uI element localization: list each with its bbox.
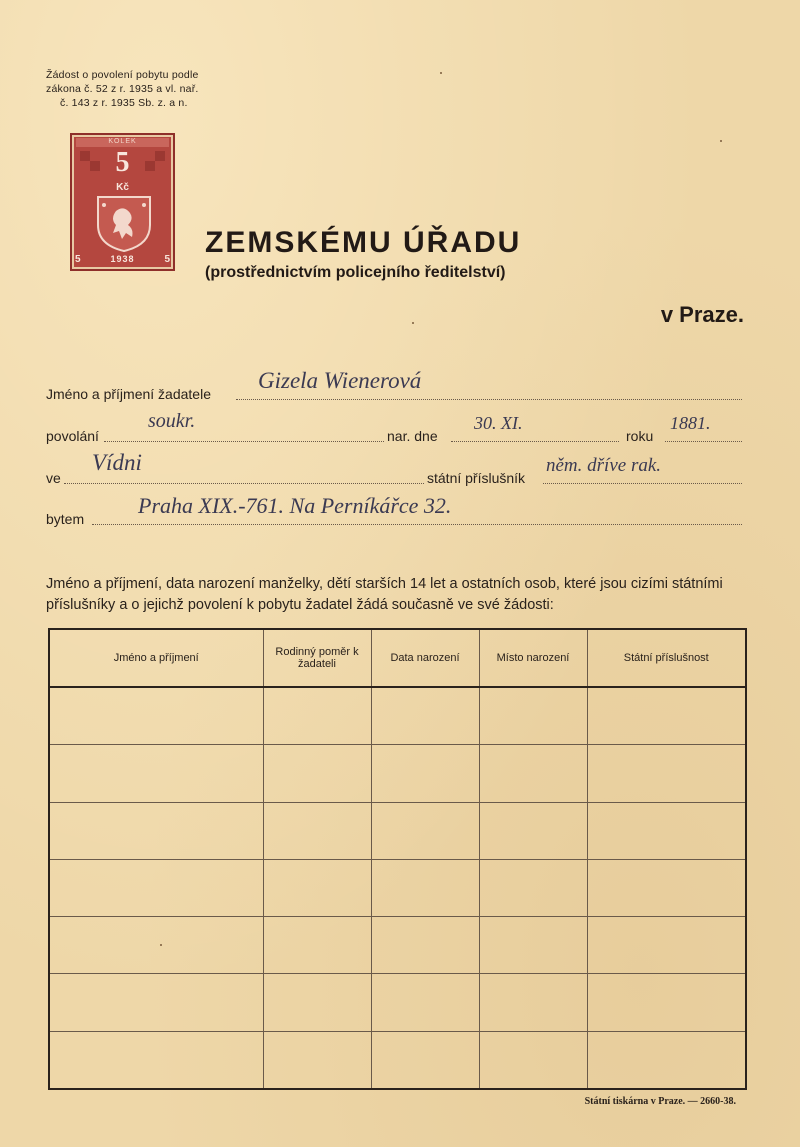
instructions-paragraph: Jméno a příjmení, data narození manželky, dětí starších 14 let a ostatních osob, které jsou cizími státními příslušníky a o jejichž povolení k pobytu žadatel žádá současně ve své žádosti: (46, 576, 723, 613)
table-cell[interactable] (587, 917, 746, 974)
table-row (49, 802, 746, 859)
residence-label: bytem (46, 511, 85, 527)
table-cell[interactable] (479, 1031, 587, 1089)
table-row (49, 974, 746, 1031)
table-cell[interactable] (371, 687, 479, 745)
table-cell[interactable] (263, 974, 371, 1031)
column-header-name: Jméno a příjmení (49, 629, 263, 687)
paper-speck (440, 72, 442, 74)
table-row (49, 745, 746, 802)
table-cell[interactable] (479, 745, 587, 802)
column-header-birth-place: Místo narození (479, 629, 587, 687)
revenue-stamp (70, 133, 175, 271)
table-cell[interactable] (479, 687, 587, 745)
stamp-top-text: KOLEK (108, 138, 137, 145)
column-header-birth-date: Data narození (371, 629, 479, 687)
name-line (236, 399, 742, 400)
table-row (49, 687, 746, 745)
paper-speck (720, 140, 722, 142)
table-cell[interactable] (49, 917, 263, 974)
stamp-corner-value: 5 (164, 253, 170, 265)
residence-value[interactable]: Praha XIX.-761. Na Perníkářce 32. (138, 493, 452, 518)
place-line (64, 483, 424, 484)
paper-speck (160, 944, 162, 946)
family-members-table (48, 628, 747, 1090)
legal-reference-line: Žádost o povolení pobytu podle (46, 69, 199, 81)
stamp-value: 5 (115, 147, 130, 178)
table-cell[interactable] (263, 802, 371, 859)
table-cell[interactable] (263, 1031, 371, 1089)
lion-shield-icon (94, 195, 154, 253)
table-cell[interactable] (49, 859, 263, 916)
table-cell[interactable] (263, 687, 371, 745)
occupation-label: povolání (46, 428, 99, 444)
place-value[interactable]: Vídni (92, 450, 142, 475)
table-cell[interactable] (263, 859, 371, 916)
column-header-relation: Rodinný poměr k žadateli (263, 629, 371, 687)
legal-reference-line: zákona č. 52 z r. 1935 a vl. nař. (46, 83, 199, 95)
citizenship-line (543, 483, 742, 484)
year-value[interactable]: 1881. (670, 413, 711, 433)
table-row (49, 859, 746, 916)
born-label: nar. dne (387, 428, 438, 444)
table-cell[interactable] (49, 974, 263, 1031)
table-cell[interactable] (371, 1031, 479, 1089)
table-cell[interactable] (479, 917, 587, 974)
citizenship-value[interactable]: něm. dříve rak. (546, 455, 662, 476)
legal-reference-line: č. 143 z r. 1935 Sb. z. a n. (60, 97, 188, 109)
printer-imprint: Státní tiskárna v Praze. — 2660-38. (584, 1096, 736, 1107)
legal-reference (46, 68, 256, 110)
table-cell[interactable] (371, 802, 479, 859)
born-line (451, 441, 619, 442)
occupation-value[interactable]: soukr. (148, 410, 196, 432)
table-cell[interactable] (49, 745, 263, 802)
table-row (49, 1031, 746, 1089)
office-city: v Praze. (660, 302, 744, 327)
table-cell[interactable] (49, 802, 263, 859)
table-cell[interactable] (479, 974, 587, 1031)
table-cell[interactable] (371, 917, 479, 974)
table-cell[interactable] (263, 745, 371, 802)
table-cell[interactable] (587, 745, 746, 802)
column-header-citizenship: Státní příslušnost (587, 629, 746, 687)
residence-line (92, 524, 742, 525)
born-value[interactable]: 30. XI. (474, 413, 523, 433)
place-label: ve (46, 470, 61, 486)
year-line (665, 441, 742, 442)
name-label: Jméno a příjmení žadatele (46, 386, 211, 402)
table-cell[interactable] (479, 859, 587, 916)
table-cell[interactable] (371, 974, 479, 1031)
stamp-year: 1938 (110, 254, 135, 264)
stamp-currency: Kč (116, 182, 129, 193)
occupation-line (104, 441, 384, 442)
table-cell[interactable] (587, 1031, 746, 1089)
table-row (49, 917, 746, 974)
table-cell[interactable] (587, 974, 746, 1031)
table-body (49, 687, 746, 1089)
name-value[interactable]: Gizela Wienerová (258, 368, 422, 393)
table-cell[interactable] (371, 745, 479, 802)
stamp-corner-value: 5 (75, 253, 81, 265)
page-title: ZEMSKÉMU ÚŘADU (205, 226, 522, 259)
paper-speck (412, 322, 414, 324)
table-header-row (49, 629, 746, 687)
table-cell[interactable] (49, 687, 263, 745)
table-cell[interactable] (479, 802, 587, 859)
table-cell[interactable] (49, 1031, 263, 1089)
page-subtitle: (prostřednictvím policejního ředitelství) (205, 264, 506, 281)
table-cell[interactable] (371, 859, 479, 916)
table-cell[interactable] (587, 802, 746, 859)
table-cell[interactable] (587, 859, 746, 916)
year-label: roku (626, 428, 654, 444)
stamp-bottom-strip (75, 252, 170, 266)
table-cell[interactable] (263, 917, 371, 974)
table-cell[interactable] (587, 687, 746, 745)
citizenship-label: státní příslušník (427, 470, 526, 486)
